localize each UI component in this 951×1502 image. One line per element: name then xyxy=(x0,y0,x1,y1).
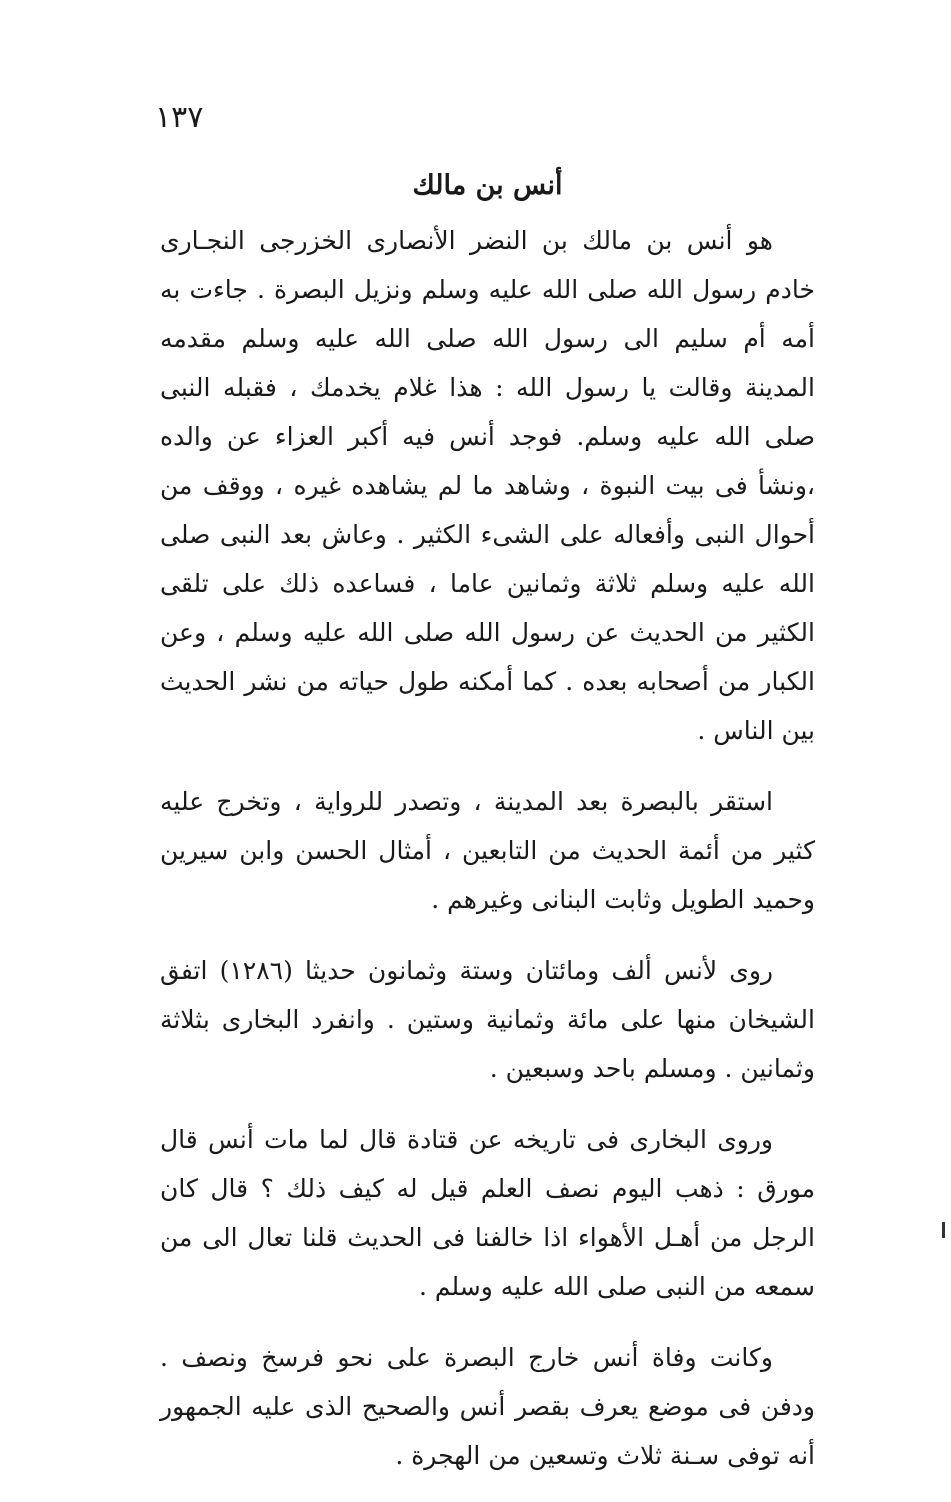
scan-edge-mark xyxy=(942,1222,945,1238)
paragraph: روى لأنس ألف ومائتان وستة وثمانون حديثا (١٢٨٦) اتفق الشيخان منها على مائة وثمانية وستين . وانفرد البخارى بثلاثة وثمانين . ومسلم باحد وسبعين . xyxy=(160,956,815,1083)
paragraph: استقر بالبصرة بعد المدينة ، وتصدر للرواية ، وتخرج عليه كثير من أئمة الحديث من التابعين ، أمثال الحسن وابن سيرين وحميد الطويل وثابت البنانى وغيرهم . xyxy=(160,787,815,914)
paragraph: وروى البخارى فى تاريخه عن قتادة قال لما مات أنس قال مورق : ذهب اليوم نصف العلم قيل له كيف ذلك ؟ قال كان الرجل من أهـل الأهواء اذا خالفنا فى الحديث قلنا تعال الى من سمعه من النبى صلى الله عليه وسلم . xyxy=(160,1125,815,1301)
page-title: أنس بن مالك xyxy=(412,170,563,201)
paragraph: وكانت وفاة أنس خارج البصرة على نحو فرسخ ونصف . ودفن فى موضع يعرف بقصر أنس والصحيح الذى عليه الجمهور أنه توفى سـنة ثلاث وتسعين من الهجرة . xyxy=(160,1343,815,1470)
page-number: ١٣٧ xyxy=(155,100,204,135)
body-text xyxy=(160,216,815,1502)
paragraph: هو أنس بن مالك بن النضر الأنصارى الخزرجى النجـارى خادم رسول الله صلى الله عليه وسلم ونزيل البصرة . جاءت به أمه أم سليم الى رسول الله صلى الله عليه وسلم مقدمه المدينة وقالت يا رسول الله : هذا غلام يخدمك ، فقبله النبى صلى الله عليه وسلم. فوجد أنس فيه أكبر العزاء عن والده ،ونشأ فى بيت النبوة ، وشاهد ما لم يشاهده غيره ، ووقف من أحوال النبى وأفعاله على الشىء الكثير . وعاش بعد النبى صلى الله عليه وسلم ثلاثة وثمانين عاما ، فساعده ذلك على تلقى الكثير من الحديث عن رسول الله صلى الله عليه وسلم ، وعن الكبار من أصحابه بعده . كما أمكنه طول حياته من نشر الحديث بين الناس . xyxy=(160,226,815,745)
